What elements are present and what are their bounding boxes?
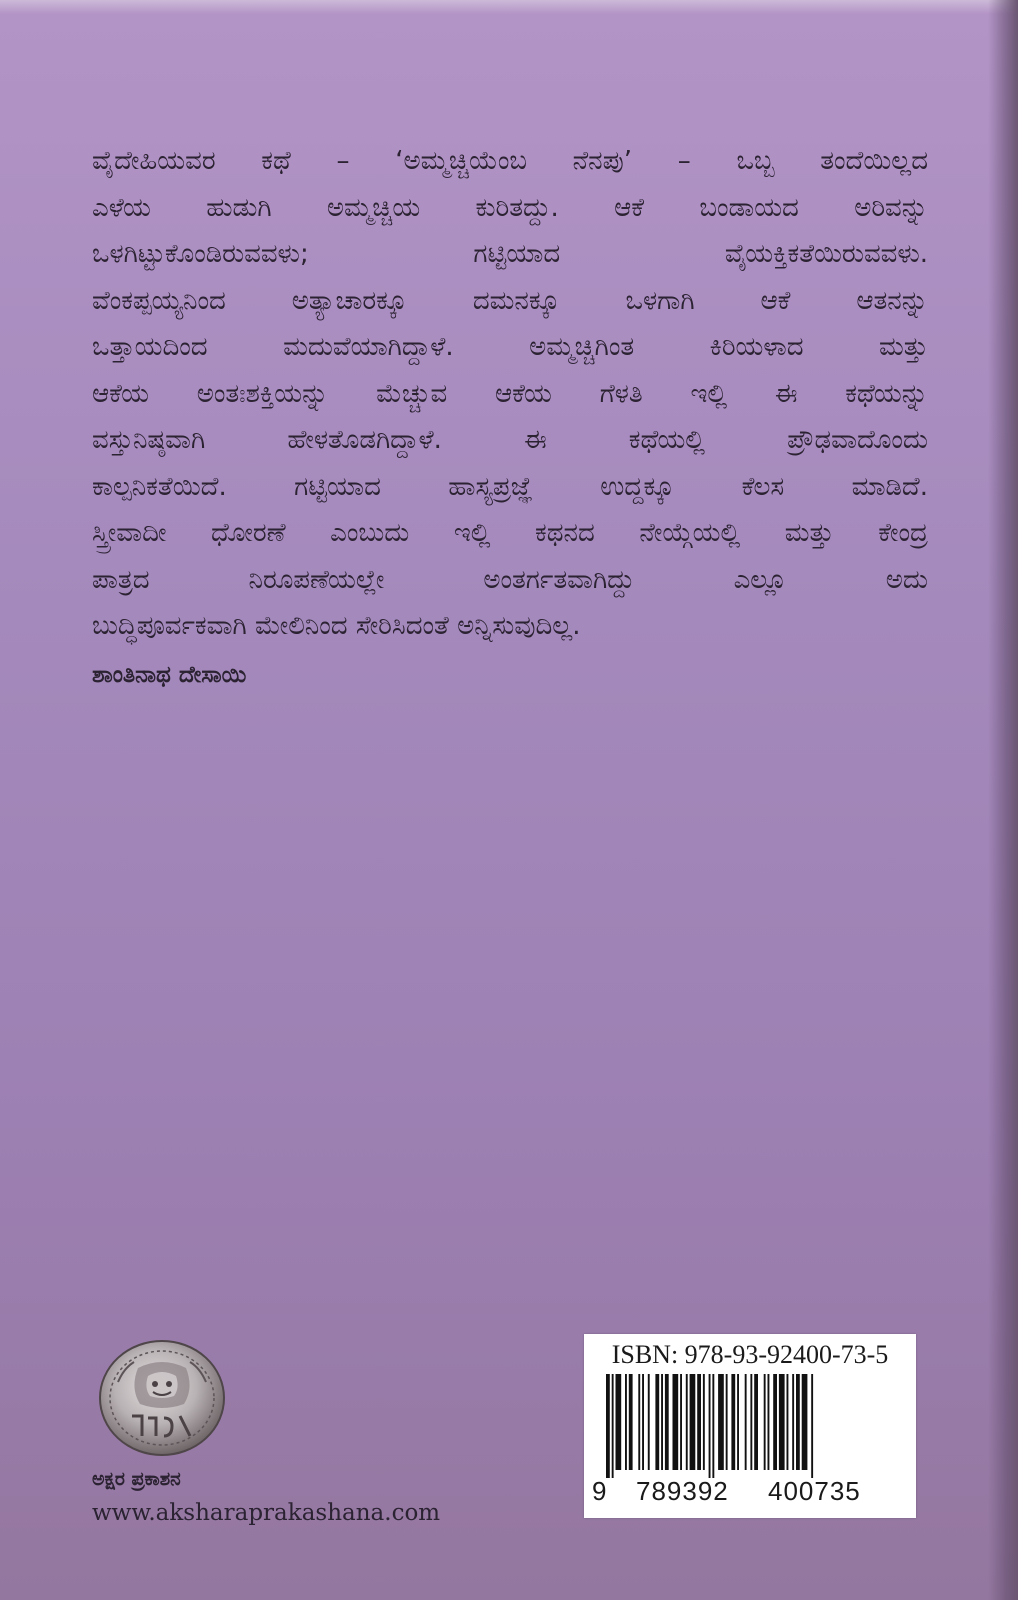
blurb-line: ಬುದ್ಧಿಪೂರ್ವಕವಾಗಿ ಮೇಲಿನಿಂದ ಸೇರಿಸಿದಂತೆ ಅನ್ನಿಸುವುದಿಲ್ಲ.	[92, 611, 581, 641]
barcode-bar	[616, 1374, 622, 1470]
barcode-bar	[703, 1374, 705, 1470]
barcode-bar	[754, 1374, 758, 1470]
barcode-bar	[665, 1374, 669, 1470]
isbn-label: ISBN: 978-93-92400-73-5	[611, 1340, 889, 1369]
barcode-digit-prefix: 9	[592, 1476, 607, 1506]
blurb-line: ಒತ್ತಾಯದಿಂದ ಮದುವೆಯಾಗಿದ್ದಾಳೆ. ಅಮ್ಮಚ್ಚಿಗಿಂತ ಕಿರಿಯಳಾದ ಮತ್ತು	[92, 332, 928, 362]
blurb-line: ಒಳಗಿಟ್ಟುಕೊಂಡಿರುವವಳು; ಗಟ್ಟಿಯಾದ ವೈಯಕ್ತಿಕತೆಯಿರುವವಳು.	[92, 239, 928, 269]
blurb-line: ಎಳೆಯ ಹುಡುಗಿ ಅಮ್ಮಚ್ಚಿಯ ಕುರಿತದ್ದು. ಆಕೆ ಬಂಡಾಯದ ಅರಿವನ್ನು	[92, 192, 928, 223]
barcode-bar	[731, 1374, 735, 1470]
barcode-bar	[802, 1374, 808, 1470]
blurb-line: ಸ್ತ್ರೀವಾದೀ ಧೋರಣೆ ಎಂಬುದು ಇಲ್ಲಿ ಕಥನದ ನೇಯ್ಗೆಯಲ್ಲಿ ಮತ್ತು ಕೇಂದ್ರ	[92, 518, 928, 548]
blurb-line: ಪಾತ್ರದ ನಿರೂಪಣೆಯಲ್ಲೇ ಅಂತರ್ಗತವಾಗಿದ್ದು ಎಲ್ಲೂ ಅದು	[92, 564, 928, 595]
barcode-bar	[606, 1374, 610, 1478]
barcode-bar	[648, 1374, 650, 1470]
barcode-bar	[768, 1374, 770, 1470]
blurb-line: ವೆಂಕಪ್ಪಯ್ಯನಿಂದ ಅತ್ಯಾಚಾರಕ್ಕೂ ದಮನಕ್ಕೂ ಒಳಗಾಗಿ ಆಕೆ ಆತನನ್ನು	[92, 285, 928, 316]
cover-top-edge	[0, 0, 1018, 14]
barcode-digit-group-left: 789392	[636, 1476, 729, 1506]
coin-emblem-icon	[98, 1338, 228, 1458]
barcode-bar	[811, 1374, 813, 1478]
barcode-bar	[686, 1374, 688, 1470]
barcode-bar	[737, 1374, 739, 1470]
blurb-line: ಆಕೆಯ ಅಂತಃಶಕ್ತಿಯನ್ನು ಮೆಚ್ಚುವ ಆಕೆಯ ಗೆಳತಿ ಇಲ್ಲಿ ಈ ಕಥೆಯನ್ನು	[92, 378, 928, 409]
publisher-name: ಅಕ್ಷರ ಪ್ರಕಾಶನ	[92, 1468, 181, 1490]
cover-spine-shadow	[988, 0, 1018, 1600]
barcode-bar	[680, 1374, 682, 1470]
barcode-bars	[606, 1374, 896, 1478]
barcode-bar	[773, 1374, 777, 1470]
barcode-digit-group-right: 400735	[768, 1476, 861, 1506]
barcode-bar	[673, 1374, 679, 1470]
blurb-line: ವಸ್ತುನಿಷ್ಠವಾಗಿ ಹೇಳತೊಡಗಿದ್ದಾಳೆ. ಈ ಕಥೆಯಲ್ಲಿ ಪ್ರೌಢವಾದೊಂದು	[92, 425, 928, 455]
barcode-bar	[792, 1374, 794, 1470]
publisher-url: www.aksharaprakashana.com	[92, 1500, 441, 1526]
barcode-bar	[690, 1374, 696, 1470]
barcode-bar	[745, 1374, 747, 1470]
barcode-bar	[625, 1374, 627, 1470]
barcode-bar	[661, 1374, 663, 1470]
isbn-barcode	[584, 1334, 916, 1518]
barcode-bar	[764, 1374, 766, 1470]
barcode-bar	[750, 1374, 752, 1470]
blurb-line: ಕಾಲ್ಪನಿಕತೆಯಿದೆ. ಗಟ್ಟಿಯಾದ ಹಾಸ್ಯಪ್ರಜ್ಞೆ ಉದ್ದಕ್ಕೂ ಕೆಲಸ ಮಾಡಿದೆ.	[92, 471, 928, 502]
barcode-bar	[787, 1374, 789, 1470]
barcode-bar	[655, 1374, 659, 1470]
barcode-bar	[638, 1374, 640, 1470]
barcode-bar	[718, 1374, 724, 1470]
reviewer-name: ಶಾಂತಿನಾಥ ದೇಸಾಯಿ	[92, 662, 247, 688]
barcode-bar	[709, 1374, 711, 1478]
blurb-text	[92, 138, 928, 650]
barcode-bar	[796, 1374, 800, 1470]
barcode-bar	[712, 1374, 714, 1478]
barcode-bar	[697, 1374, 701, 1470]
barcode-bar	[612, 1374, 614, 1478]
blurb-line: ವೈದೇಹಿಯವರ ಕಥೆ – ‘ಅಮ್ಮಚ್ಚಿಯೆಂಬ ನೆನಪು’ – ಒಬ್ಬ ತಂದೆಯಿಲ್ಲದ	[92, 146, 928, 176]
barcode-bar	[779, 1374, 785, 1470]
barcode-bar	[726, 1374, 728, 1470]
barcode-bar	[642, 1374, 644, 1470]
barcode-bar	[629, 1374, 633, 1470]
